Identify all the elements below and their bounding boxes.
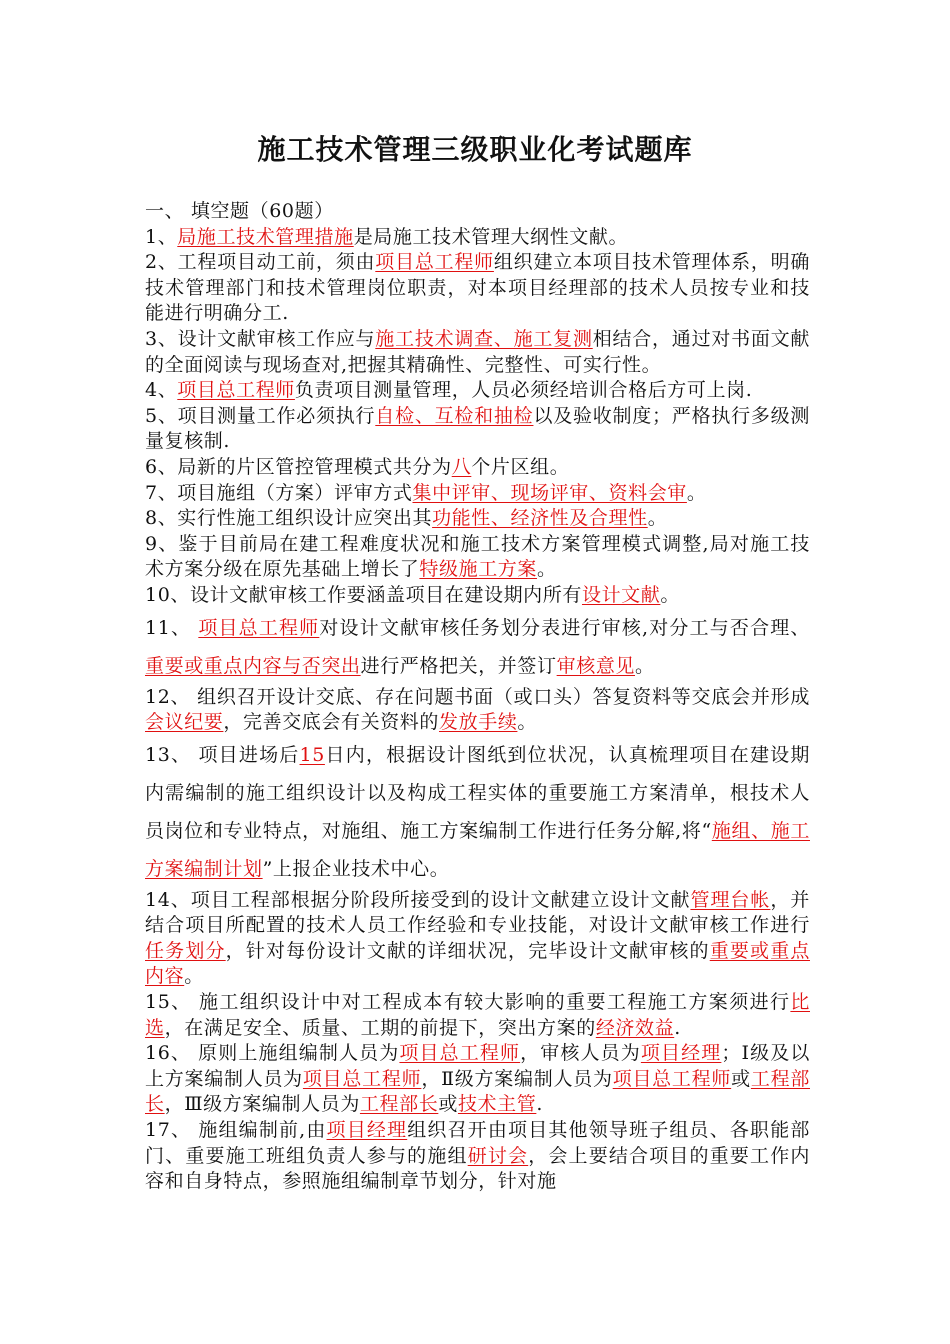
question-text: 进行严格把关，并签订: [360, 654, 557, 677]
answer-text: 自检、互检和抽检: [375, 404, 534, 427]
question-text: 8、实行性施工组织设计应突出其: [145, 507, 433, 530]
question-text: .: [536, 1093, 543, 1116]
question-list: [145, 199, 810, 1195]
question-item: [145, 1041, 810, 1118]
answer-text: 重要或重点内容与否突出: [145, 654, 361, 677]
question-text: 。: [517, 711, 538, 734]
answer-text: 项目总工程师: [612, 1067, 732, 1090]
answer-text: 项目总工程师: [177, 379, 295, 402]
answer-text: 项目经理: [640, 1042, 722, 1065]
question-text: 。: [635, 654, 655, 677]
question-item: [145, 888, 810, 990]
answer-text: 比选: [145, 991, 810, 1039]
question-item: [145, 404, 810, 455]
question-text: 日内，根据设计图纸到位状况，认真梳理项目在建设期内需编制的施工组织设计以及构成工程实体的重要施工方案清单，根技术人员岗位和专业特点，对施组、施工方案编制工作进行任务分解,将“: [145, 743, 810, 842]
question-text: 13、 项目进场后: [145, 743, 300, 766]
question-text: 组织召开由项目其他领导班子组员、各职能部门、重要施工班组负责人参与的施组: [145, 1119, 810, 1167]
answer-text: 功能性、经济性及合理性: [432, 507, 648, 530]
question-text: ，并结合项目所配置的技术人员工作经验和专业技能，对设计文献审核工作进行: [145, 888, 810, 937]
answer-text: 研讨会: [467, 1144, 529, 1167]
question-item: [145, 506, 810, 532]
question-item: [145, 378, 810, 404]
question-text: 或: [731, 1067, 751, 1090]
fill-blank-items: [145, 225, 810, 1195]
question-item: [145, 685, 810, 736]
answer-text: 八: [451, 455, 472, 478]
question-text: 4、: [145, 379, 178, 402]
question-text: ，在满足安全、质量、工期的前提下，突出方案的: [164, 1016, 596, 1039]
question-item: [145, 225, 810, 251]
answer-text: 项目总工程师: [399, 1042, 521, 1065]
question-text: 17、 施组编制前,由: [145, 1119, 327, 1142]
question-text: 3、设计文献审核工作应与: [145, 327, 376, 350]
question-text: 相结合，通过对书面文献的全面阅读与现场查对,把握其精确性、完整性、可实行性。: [145, 327, 810, 376]
question-item: [145, 583, 810, 609]
question-text: 组织建立本项目技术管理体系，明确技术管理部门和技术管理岗位职责，对本项目经理部的技术人员按专业和技能进行明确分工.: [145, 251, 811, 325]
question-text: 14、项目工程部根据分阶段所接受到的设计文献建立设计文献: [145, 888, 691, 911]
question-text: 。: [537, 558, 557, 581]
answer-text: 工程部长: [145, 1067, 810, 1116]
answer-text: 审核意见: [556, 654, 636, 677]
question-text: 10、设计文献审核工作要涵盖项目在建设期内所有: [145, 583, 582, 606]
question-text: 。: [647, 507, 668, 530]
question-text: 。: [686, 481, 707, 504]
question-text: ，完善交底会有关资料的: [223, 711, 440, 734]
question-text: ，会上要结合项目的重要工作内容和自身特点，参照施组编制章节划分，针对施: [145, 1144, 810, 1193]
question-text: 以及验收制度；严格执行多级测量复核制.: [145, 404, 810, 453]
question-text: 12、 组织召开设计交底、存在问题书面（或口头）答复资料等交底会并形成: [145, 685, 810, 708]
answer-text: 经济效益: [595, 1016, 675, 1039]
answer-text: 管理台帐: [690, 888, 771, 911]
question-item: [145, 250, 810, 327]
question-text: 1、: [145, 225, 178, 248]
question-text: 个片区组。: [471, 455, 570, 478]
question-text: 9、鉴于目前局在建工程难度状况和施工技术方案管理模式调整,局对施工技术方案分级在原先基础上增长了: [145, 532, 810, 581]
question-item: [145, 455, 810, 481]
question-text: 6、局新的片区管控管理模式共分为: [145, 455, 452, 478]
question-text: ”上报企业技术中心。: [262, 857, 450, 880]
answer-text: 15: [299, 743, 325, 766]
question-text: 是局施工技术管理大纲性文献。: [353, 225, 629, 248]
question-text: 2、工程项目动工前，须由: [145, 251, 376, 274]
question-item: [145, 481, 810, 507]
question-text: 。: [660, 583, 680, 606]
question-text: 15、 施工组织设计中对工程成本有较大影响的重要工程施工方案须进行: [145, 991, 791, 1014]
answer-text: 施组、施工方案编制计划: [145, 819, 810, 880]
answer-text: 发放手续: [439, 711, 518, 734]
question-text: 16、 原则上施组编制人员为: [145, 1042, 400, 1065]
question-text: 。: [184, 965, 204, 988]
answer-text: 技术主管: [457, 1093, 537, 1116]
question-item: [145, 1118, 810, 1195]
answer-text: 项目总工程师: [375, 251, 494, 274]
question-item: [145, 327, 810, 378]
question-text: 或: [438, 1093, 458, 1116]
question-text: .: [674, 1016, 681, 1039]
answer-text: 重要或重点内容: [145, 939, 810, 988]
question-item: [145, 609, 810, 685]
question-text: 对设计文献审核任务划分表进行审核,对分工与否合理、: [319, 616, 810, 639]
answer-text: 工程部长: [359, 1093, 439, 1116]
answer-text: 项目总工程师: [302, 1067, 422, 1090]
answer-text: 局施工技术管理措施: [177, 225, 354, 248]
question-text: 11、: [145, 616, 199, 639]
question-item: [145, 990, 810, 1041]
answer-text: 项目总工程师: [198, 616, 320, 639]
answer-text: 施工技术调查、施工复测: [375, 327, 593, 350]
question-text: ，审核人员为: [520, 1042, 641, 1065]
document-title: 施工技术管理三级职业化考试题库: [257, 133, 693, 166]
question-text: ；Ⅰ级及以上方案编制人员为: [145, 1042, 810, 1090]
question-text: ，针对每份设计文献的详细状况，完毕设计文献审核的: [225, 939, 710, 962]
question-text: 5、项目测量工作必须执行: [145, 404, 376, 427]
section-heading: 一、 填空题（60题）: [145, 200, 334, 222]
question-text: ，Ⅲ级方案编制人员为: [164, 1093, 360, 1116]
answer-text: 集中评审、现场评审、资料会审: [412, 481, 687, 504]
answer-text: 设计文献: [581, 583, 661, 606]
answer-text: 会议纪要: [145, 711, 224, 734]
question-text: 7、项目施组（方案）评审方式: [145, 481, 413, 504]
question-item: [145, 532, 810, 583]
question-text: 负责项目测量管理，人员必须经培训合格后方可上岗.: [294, 379, 753, 402]
answer-text: 任务划分: [145, 939, 226, 962]
answer-text: 项目经理: [326, 1119, 408, 1142]
question-item: [145, 736, 810, 888]
question-text: ，Ⅱ级方案编制人员为: [421, 1067, 613, 1090]
answer-text: 特级施工方案: [419, 558, 538, 581]
